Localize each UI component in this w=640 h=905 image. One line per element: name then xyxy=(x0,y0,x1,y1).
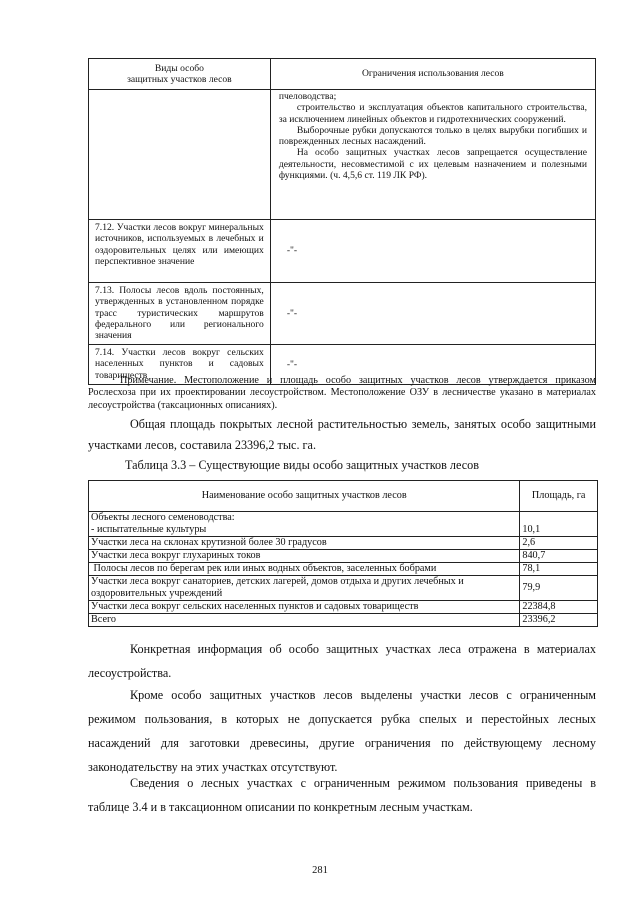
area-value-cell: 78,1 xyxy=(520,563,598,576)
table-reference-paragraph: Сведения о лесных участках с ограниченным режимом пользования приведены в таблице 3.4 и в таксационном описании по конкретным лесным участкам. xyxy=(88,776,596,814)
forest-type-cell: 7.13. Полосы лесов вдоль постоянных, утвержденных в установленном порядке трасс туристических маршрутов федерального или регионального значения xyxy=(89,283,271,345)
table-row xyxy=(89,512,598,537)
restriction-text: На особо защитных участках лесов запрещается осуществление деятельности, несовместимой с их целевым назначением и полезными функциями. (ч. 4,5,6 ст. 119 ЛК РФ). xyxy=(278,147,587,182)
header-forest-types-line2: защитных участков лесов xyxy=(127,74,232,85)
restriction-text: строительство и эксплуатация объектов капитального строительства, за исключением линейных объектов и гидротехнических сооружений. xyxy=(278,102,587,125)
area-value-cell: 79,9 xyxy=(520,576,598,601)
area-value-cell: 840,7 xyxy=(520,550,598,563)
ditto-cell: -"- xyxy=(270,345,595,385)
area-name-line: Объекты лесного семеноводства: xyxy=(91,512,235,523)
area-name-line: - испытательные культуры xyxy=(91,524,207,535)
header-name: Наименование особо защитных участков лесов xyxy=(89,481,520,512)
empty-cell xyxy=(89,90,271,220)
note-paragraph: Примечание. Местоположение и площадь особо защитных участков лесов утверждается приказом Рослесхоза при их проектировании лесоустройством. Местоположение ОЗУ в лесничестве указано в материалах лесоустройства (таксационных описаниях). xyxy=(88,375,596,411)
area-name-cell: Полосы лесов по берегам рек или иных водных объектов, заселенных бобрами xyxy=(89,563,520,576)
table-row xyxy=(89,90,596,220)
restriction-text: Выборочные рубки допускаются только в целях вырубки погибших и поврежденных лесных насаждений. xyxy=(278,124,587,148)
table-row xyxy=(89,550,598,563)
area-value-cell: 10,1 xyxy=(520,512,598,537)
page-number: 281 xyxy=(312,865,328,876)
table-row xyxy=(89,563,598,576)
area-value-cell: 2,6 xyxy=(520,537,598,550)
area-name-cell: Участки леса вокруг санаториев, детских лагерей, домов отдыха и других лечебных и оздоровительных учреждений xyxy=(89,576,520,601)
table-caption: Таблица 3.3 – Существующие виды особо защитных участков лесов xyxy=(125,458,479,472)
table-row xyxy=(89,601,598,614)
area-value-cell: 22384,8 xyxy=(520,601,598,614)
restrictions-continuation xyxy=(270,90,595,220)
table-row xyxy=(89,283,596,345)
table-row-total xyxy=(89,614,598,627)
header-restrictions: Ограничения использования лесов xyxy=(270,59,595,90)
info-paragraph: Конкретная информация об особо защитных участках леса отражена в материалах лесоустройства. xyxy=(88,642,596,680)
ditto-cell: -"- xyxy=(270,220,595,283)
table-row xyxy=(89,576,598,601)
area-name-cell: Всего xyxy=(89,614,520,627)
restricted-use-paragraph: Кроме особо защитных участков лесов выделены участки лесов с ограниченным режимом пользования, в которых не допускается рубка спелых и перестойных лесных насаждений для заготовки древесины, другие ограничения по действующему лесному законодательству на этих участках отсутствуют. xyxy=(88,688,596,774)
forest-type-cell: 7.12. Участки лесов вокруг минеральных источников, используемых в лечебных и оздоровительных целях или имеющих перспективное значение xyxy=(89,220,271,283)
area-name-cell: Участки леса вокруг глухариных токов xyxy=(89,550,520,563)
header-forest-types-line1: Виды особо xyxy=(154,63,204,74)
header-forest-types xyxy=(89,59,271,90)
ozu-areas-table xyxy=(88,480,598,627)
forest-type-cell: 7.14. Участки лесов вокруг сельских населенных пунктов и садовых товариществ xyxy=(89,345,271,385)
header-area: Площадь, га xyxy=(520,481,598,512)
area-name-cell: Участки леса вокруг сельских населенных пунктов и садовых товариществ xyxy=(89,601,520,614)
ozu-restrictions-table xyxy=(88,58,596,385)
ditto-cell: -"- xyxy=(270,283,595,345)
area-name-cell: Участки леса на склонах крутизной более 30 градусов xyxy=(89,537,520,550)
area-value-cell: 23396,2 xyxy=(520,614,598,627)
total-area-paragraph: Общая площадь покрытых лесной растительностью земель, занятых особо защитными участками лесов, составила 23396,2 тыс. га. xyxy=(88,417,596,452)
table-row xyxy=(89,220,596,283)
restriction-text: пчеловодства; xyxy=(278,91,337,102)
table-row xyxy=(89,537,598,550)
area-name-cell xyxy=(89,512,520,537)
